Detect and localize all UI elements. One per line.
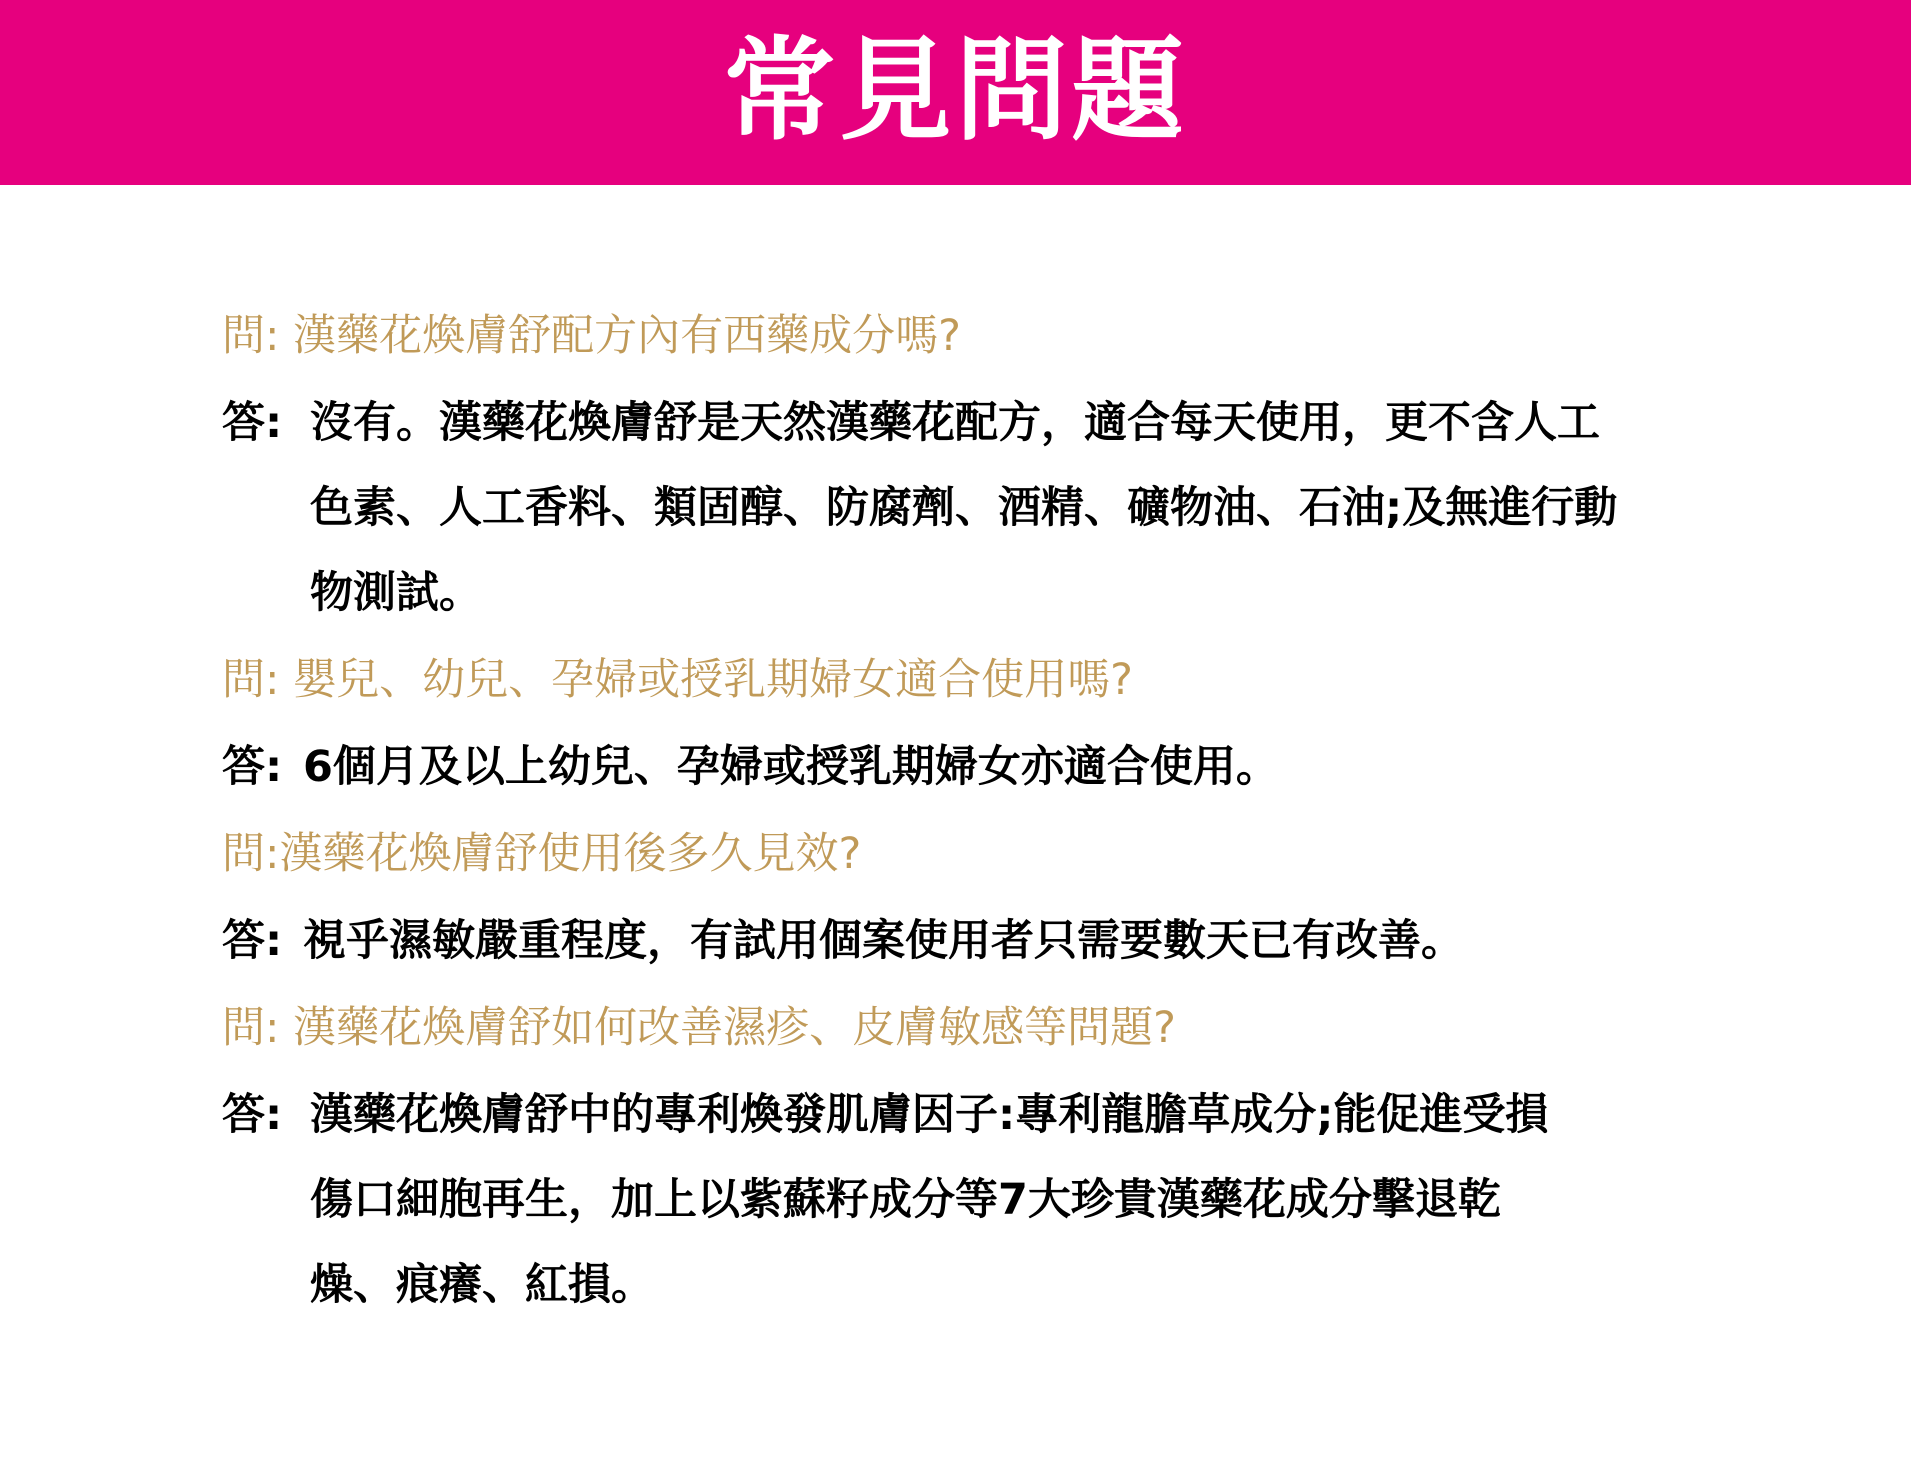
faq-answer-2 bbox=[222, 742, 1702, 792]
answer-line: 漢藥花煥膚舒中的專利煥發肌膚因子:專利龍膽草成分;能促進受損 bbox=[310, 1090, 1549, 1140]
answer-label: 答: bbox=[222, 916, 283, 966]
faq-answer-3 bbox=[222, 916, 1702, 966]
answer-line: 燥、痕癢、紅損。 bbox=[310, 1260, 654, 1310]
faq-question-4: 問: 漢藥花煥膚舒如何改善濕疹、皮膚敏感等問題? bbox=[222, 1003, 1176, 1053]
faq-question-2: 問: 嬰兒、幼兒、孕婦或授乳期婦女適合使用嗎? bbox=[222, 655, 1133, 705]
answer-line: 視乎濕敏嚴重程度，有試用個案使用者只需要數天已有改善。 bbox=[303, 916, 1464, 966]
answer-label: 答: bbox=[222, 742, 283, 792]
faq-list bbox=[222, 311, 1702, 1351]
answer-line: 沒有。漢藥花煥膚舒是天然漢藥花配方，適合每天使用，更不含人工 bbox=[310, 398, 1600, 448]
page-title: 常見問題 bbox=[723, 25, 1188, 156]
answer-line: 傷口細胞再生，加上以紫蘇籽成分等7大珍貴漢藥花成分擊退乾 bbox=[310, 1175, 1501, 1225]
answer-line: 6個月及以上幼兒、孕婦或授乳期婦女亦適合使用。 bbox=[303, 742, 1279, 792]
faq-question-1: 問: 漢藥花煥膚舒配方內有西藥成分嗎? bbox=[222, 311, 961, 361]
faq-answer-4 bbox=[222, 1090, 1702, 1310]
header-banner bbox=[0, 0, 1911, 185]
answer-label: 答: bbox=[222, 398, 283, 448]
faq-question-3: 問:漢藥花煥膚舒使用後多久見效? bbox=[222, 829, 862, 879]
faq-answer-1 bbox=[222, 398, 1702, 618]
answer-line: 物測試。 bbox=[310, 568, 482, 618]
answer-label: 答: bbox=[222, 1090, 283, 1140]
answer-line: 色素、人工香料、類固醇、防腐劑、酒精、礦物油、石油;及無進行動 bbox=[310, 483, 1618, 533]
